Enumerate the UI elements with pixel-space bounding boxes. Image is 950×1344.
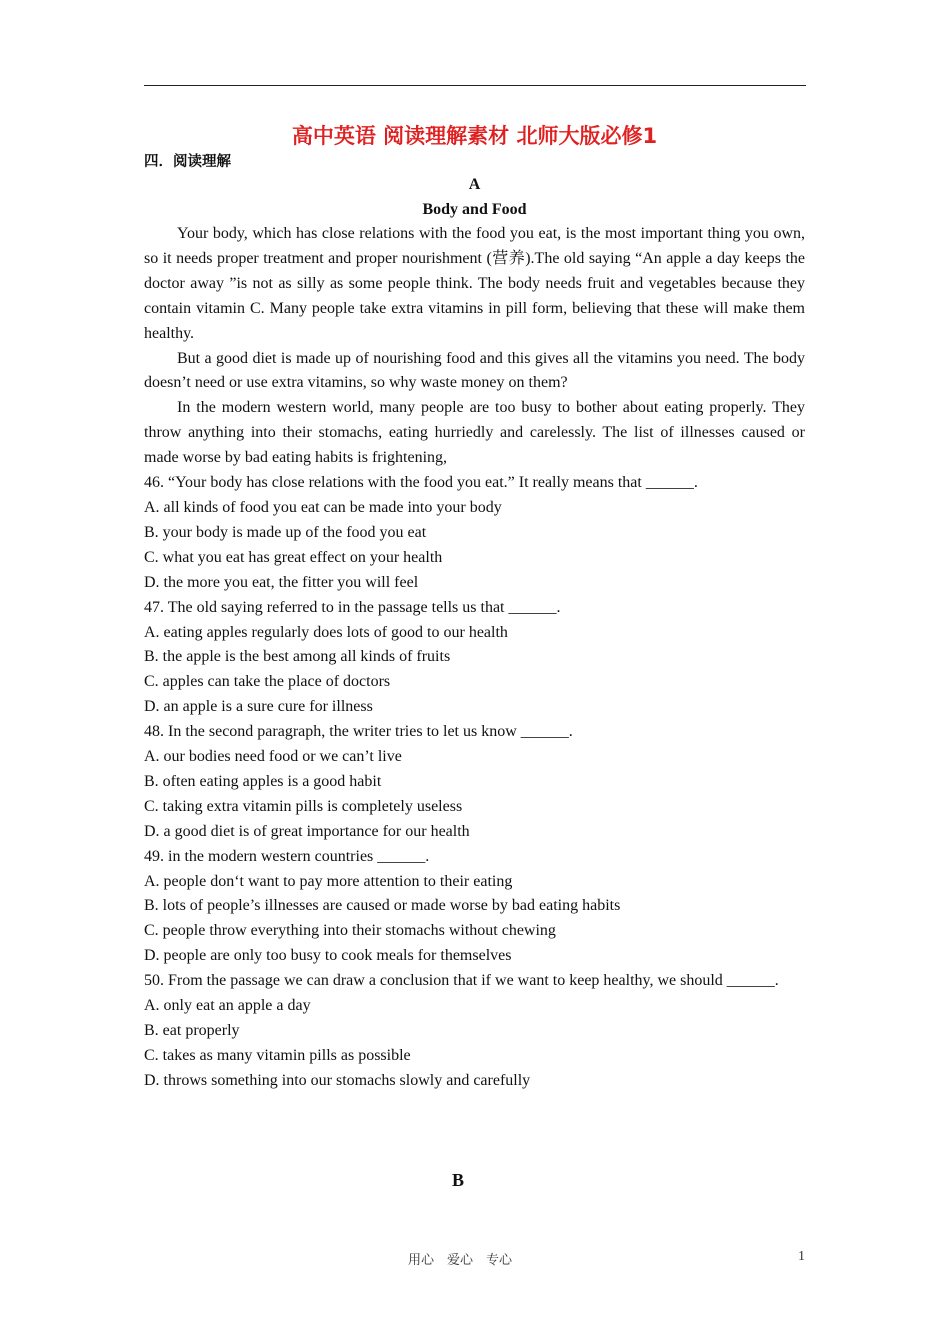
answer-option: B. your body is made up of the food you eat bbox=[144, 523, 427, 541]
answer-option: B. lots of people’s illnesses are caused or made worse by bad eating habits bbox=[144, 897, 621, 915]
question-stem: 48. In the second paragraph, the writer tries to let us know ______. bbox=[144, 723, 573, 741]
page-number: 1 bbox=[798, 1249, 805, 1264]
answer-option: A. our bodies need food or we can’t live bbox=[144, 748, 402, 766]
question-stem: 47. The old saying referred to in the passage tells us that ______. bbox=[144, 598, 561, 616]
footer-motto: 用心 爱心 专心 bbox=[407, 1253, 512, 1268]
question-stem: 46. “Your body has close relations with the food you eat.” It really means that ______. bbox=[144, 474, 698, 492]
paragraph-2: But a good diet is made up of nourishing food and this gives all the vitamins you need. The body doesn’t need or use extra vitamins, so why waste money on them? bbox=[144, 349, 805, 392]
answer-option: B. the apple is the best among all kinds of fruits bbox=[144, 648, 451, 666]
question-47 bbox=[144, 596, 805, 721]
passage-title: Body and Food bbox=[422, 201, 527, 218]
answer-option: A. people don‘t want to pay more attention to their eating bbox=[144, 872, 513, 890]
answer-option: A. all kinds of food you eat can be made into your body bbox=[144, 498, 502, 516]
answer-option: D. people are only too busy to cook meals for themselves bbox=[144, 947, 512, 965]
answer-option: D. a good diet is of great importance for our health bbox=[144, 822, 470, 840]
answer-option: C. takes as many vitamin pills as possible bbox=[144, 1046, 411, 1064]
answer-option: C. taking extra vitamin pills is completely useless bbox=[144, 797, 463, 815]
paragraph-3: In the modern western world, many people are too busy to bother about eating properly. They throw anything into their stomachs, eating hurriedly and carelessly. The list of illnesses caused or made worse by bad eating habits is frightening, bbox=[144, 399, 805, 467]
section-heading: 四．阅读理解 bbox=[144, 154, 231, 170]
answer-option: C. what you eat has great effect on your health bbox=[144, 548, 443, 566]
document-title: 高中英语 阅读理解素材 北师大版必修1 bbox=[291, 124, 658, 148]
answer-option: A. only eat an apple a day bbox=[144, 997, 311, 1015]
passage-label-b: B bbox=[451, 1170, 464, 1190]
question-46 bbox=[144, 471, 805, 596]
question-stem: 50. From the passage we can draw a conclusion that if we want to keep healthy, we should ______. bbox=[144, 972, 779, 990]
answer-option: C. apples can take the place of doctors bbox=[144, 673, 391, 691]
answer-option: D. throws something into our stomachs slowly and carefully bbox=[144, 1071, 531, 1089]
answer-option: D. the more you eat, the fitter you will feel bbox=[144, 573, 419, 591]
question-49 bbox=[144, 845, 805, 970]
header-rule bbox=[144, 85, 806, 86]
passage-label-a: A bbox=[468, 176, 481, 193]
answer-option: B. often eating apples is a good habit bbox=[144, 772, 382, 790]
question-50 bbox=[144, 969, 805, 1094]
document-body bbox=[144, 120, 805, 1094]
answer-option: D. an apple is a sure cure for illness bbox=[144, 698, 373, 716]
answer-option: B. eat properly bbox=[144, 1022, 240, 1039]
paragraph-1: Your body, which has close relations with the food you eat, is the most important thing you own, so it needs proper treatment and proper nourishment (营养).The old saying “An apple a day keeps the doctor away ”is not as silly as some people think. The body needs fruit and vegetables because they contain vitamin C. Many people take extra vitamins in pill form, believing that these will make them healthy. bbox=[144, 225, 805, 342]
question-stem: 49. in the modern western countries ______. bbox=[144, 847, 430, 865]
question-48 bbox=[144, 720, 805, 845]
answer-option: A. eating apples regularly does lots of good to our health bbox=[144, 623, 508, 641]
answer-option: C. people throw everything into their stomachs without chewing bbox=[144, 922, 556, 940]
